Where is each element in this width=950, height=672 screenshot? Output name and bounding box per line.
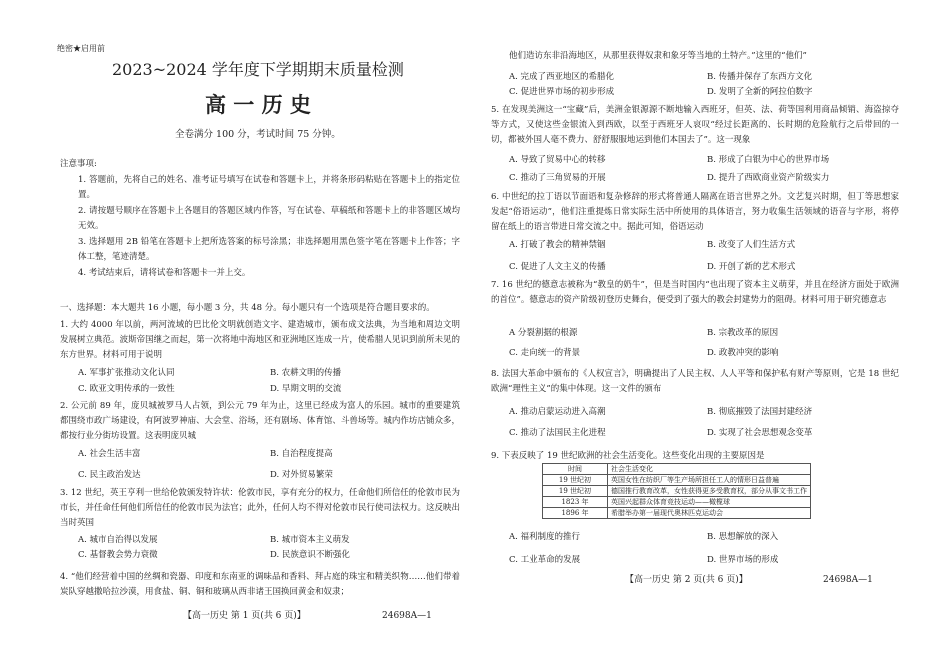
table-row	[543, 486, 811, 497]
answer-option: B. 形成了白银为中心的世界市场	[707, 155, 830, 165]
table-header-cell: 时间	[543, 464, 608, 475]
answer-option: C. 促进世界市场的初步形成	[509, 87, 615, 97]
note-item: 3. 选择题用 2B 铅笔在答题卡上把所选答案的标号涂黑；非选择题用黑色签字笔在答题卡上作答；字体工整，笔迹清楚。	[78, 237, 460, 262]
answer-option: C. 民主政治发达	[78, 470, 141, 480]
table-cell: 德国推行教育改革，女性获得更多受教育权，部分从事文书工作	[608, 486, 811, 497]
table-cell: 1823 年	[543, 497, 608, 508]
answer-option: C. 基督教会势力衰微	[78, 550, 158, 560]
note-item: 2. 请按题号顺序在答题卡上各题目的答题区域内作答，写在试卷、草稿纸和答题卡上的非答题区域均无效。	[78, 206, 460, 231]
answer-option: D. 发明了全新的阿拉伯数字	[707, 87, 813, 97]
question-stem: 1. 大约 4000 年以前，两河流域的巴比伦文明就创造文字、建造城市，颁布成文法典，为当地和周边文明发展树立典范。波斯帝国继之而起，第一次将地中海地区和亚洲地区连成一片，使希腊人见识到前所未见的东方世界。材料可用于说明	[60, 320, 460, 360]
question-stem: 6. 中世纪的拉丁语以节面语和复杂修辞的形式将普通人隔离在语言世界之外。文艺复兴时期，但丁等思想家发起“俗语运动”，他们注重提炼日常实际生活中所使用的具体语言，努力收集生活领域的语音与字形，将停留在纸上的语言带进日常交流之中。据此可知，俗语运动	[491, 192, 899, 232]
page-footer: 【高一历史 第 1 页(共 6 页)】	[183, 611, 306, 621]
page-code: 24698A—1	[382, 611, 432, 621]
answer-option: D. 提升了西欧商业资产阶级实力	[707, 173, 830, 183]
question-stem: 9. 下表反映了 19 世纪欧洲的社会生活变化。这些变化出现的主要原因是	[491, 451, 765, 461]
question-stem: 7. 16 世纪的德意志被称为“教皇的奶牛”，但是当时国内“也出现了资本主义萌芽，并且在经济方面处于欧洲的首位”。德意志的资产阶级初登历史舞台，便受到了强大的教会封建势力的阻碍。材料可用于研究德意志	[491, 280, 899, 305]
table-cell: 希腊举办第一届现代奥林匹克运动会	[608, 508, 811, 519]
answer-option: A 分裂割据的根源	[509, 328, 578, 338]
social-change-table	[542, 463, 811, 519]
secret-label: 绝密★启用前	[57, 44, 105, 53]
answer-option: B. 改变了人们生活方式	[707, 240, 796, 250]
page-footer: 【高一历史 第 2 页(共 6 页)】	[625, 575, 748, 585]
answer-option: D. 民族意识不断强化	[270, 550, 350, 560]
answer-option: A. 导致了贸易中心的转移	[509, 155, 606, 165]
answer-option: B. 农耕文明的传播	[270, 368, 342, 378]
question-stem: 5. 在发现美洲这一“宝藏”后，美洲金银源源不断地输入西班牙，但英、法、荷等国利用商品倾销、海盗掠夺等方式，又使这些金银流入到西欧，以至于西班牙人哀叹“经过长距离的、长时期的危险航行之后带回的一切，都被外国人毫不费力、舒舒服服地运到他们本国去了”。这一现象	[491, 105, 899, 145]
answer-option: A. 社会生活丰富	[78, 449, 141, 459]
subject-title: 高 一 历 史	[205, 92, 311, 117]
question-stem: 3. 12 世纪，英王亨利一世给伦敦颁发特许状：伦敦市民，享有充分的权力，任命他们所信任的伦敦市民为市长，并任命任何他们所信任的伦敦市民为法官；此外，任何人均不得对伦敦市民行使司法权力。这反映出当时英国	[60, 488, 460, 528]
answer-option: A. 军事扩张推动文化认同	[78, 368, 175, 378]
answer-option: C. 走向统一的背景	[509, 348, 581, 358]
answer-option: A. 完成了西亚地区的希腊化	[509, 72, 615, 82]
answer-option: D. 政教冲突的影响	[707, 348, 779, 358]
answer-option: D. 世界市场的形成	[707, 555, 779, 565]
score-info: 全卷满分 100 分，考试时间 75 分钟。	[175, 129, 341, 140]
answer-option: C. 推动了三角贸易的开展	[509, 173, 606, 183]
exam-title: 2023~2024 学年度下学期期末质量检测	[112, 60, 404, 79]
table-row	[543, 508, 811, 519]
answer-option: B. 城市资本主义萌发	[270, 535, 350, 545]
table-cell: 英国女性在纺织厂等生产场所担任工人的情形日益普遍	[608, 475, 811, 486]
answer-option: D. 实现了社会思想观念变革	[707, 428, 813, 438]
question-stem: 4. “他们经营着中国的丝绸和瓷器、印度和东南亚的调味品和香料、拜占庭的珠宝和精美织物……他们带着炭队穿越撒哈拉沙漠，用食盐、铜、铜和玻璃从西非诸王国换回黄金和奴隶；	[60, 572, 460, 597]
answer-option: B. 彻底摧毁了法国封建经济	[707, 407, 813, 417]
answer-option: A. 城市自治得以发展	[78, 535, 158, 545]
question-stem-continued: 他们造访东非沿海地区，从那里获得奴隶和象牙等当地的土特产。”这里的“他们”	[509, 51, 807, 61]
table-cell: 19 世纪初	[543, 486, 608, 497]
answer-option: B. 宗教改革的原因	[707, 328, 779, 338]
answer-option: D. 对外贸易繁荣	[270, 470, 333, 480]
answer-option: C. 工业革命的发展	[509, 555, 581, 565]
notes-title: 注意事项:	[60, 159, 97, 169]
note-item: 4. 考试结束后，请将试卷和答题卡一并上交。	[78, 268, 251, 278]
table-row	[543, 497, 811, 508]
table-row	[543, 475, 811, 486]
table-header-row	[543, 464, 811, 475]
answer-option: D. 开创了新的艺术形式	[707, 262, 796, 272]
section-heading: 一、选择题：本大题共 16 小题，每小题 3 分，共 48 分。每小题只有一个选项是符合题目要求的。	[60, 303, 435, 313]
note-item: 1. 答题前，先将自己的姓名、准考证号填写在试卷和答题卡上，并将条形码粘贴在答题卡上的指定位置。	[78, 175, 460, 200]
table-cell: 英国兴起群众体育竞技运动——橄榄球	[608, 497, 811, 508]
answer-option: A. 打破了教会的精神禁锢	[509, 240, 606, 250]
answer-option: B. 思想解放的深入	[707, 532, 779, 542]
answer-option: C. 欧亚文明传承的一致性	[78, 384, 175, 394]
answer-option: A. 推动启蒙运动进入高潮	[509, 407, 606, 417]
answer-option: C. 促进了人文主义的传播	[509, 262, 606, 272]
answer-option: B. 传播并保存了东西方文化	[707, 72, 813, 82]
question-stem: 8. 法国大革命中颁布的《人权宣言》，明确提出了人民主权、人人平等和保护私有财产等原则，它是 18 世纪欧洲“理性主义”的集中体现。这一文件的颁布	[491, 369, 899, 394]
page-code: 24698A—1	[823, 575, 873, 585]
question-stem: 2. 公元前 89 年，庞贝城被罗马人占领，到公元 79 年为止，这里已经成为富人的乐园。城市的重要建筑都围绕市政广场建设，有阿波罗神庙、大会堂、浴场，还有剧场、体育馆、斗兽场等。城内作坊店铺众多，都按行业分街坊设置。这表明庞贝城	[60, 401, 460, 441]
table-header-cell: 社会生活变化	[608, 464, 811, 475]
answer-option: D. 早期文明的交流	[270, 384, 342, 394]
answer-option: C. 推动了法国民主化进程	[509, 428, 606, 438]
table-cell: 1896 年	[543, 508, 608, 519]
table-cell: 19 世纪初	[543, 475, 608, 486]
answer-option: B. 自治程度提高	[270, 449, 333, 459]
answer-option: A. 福利制度的推行	[509, 532, 581, 542]
